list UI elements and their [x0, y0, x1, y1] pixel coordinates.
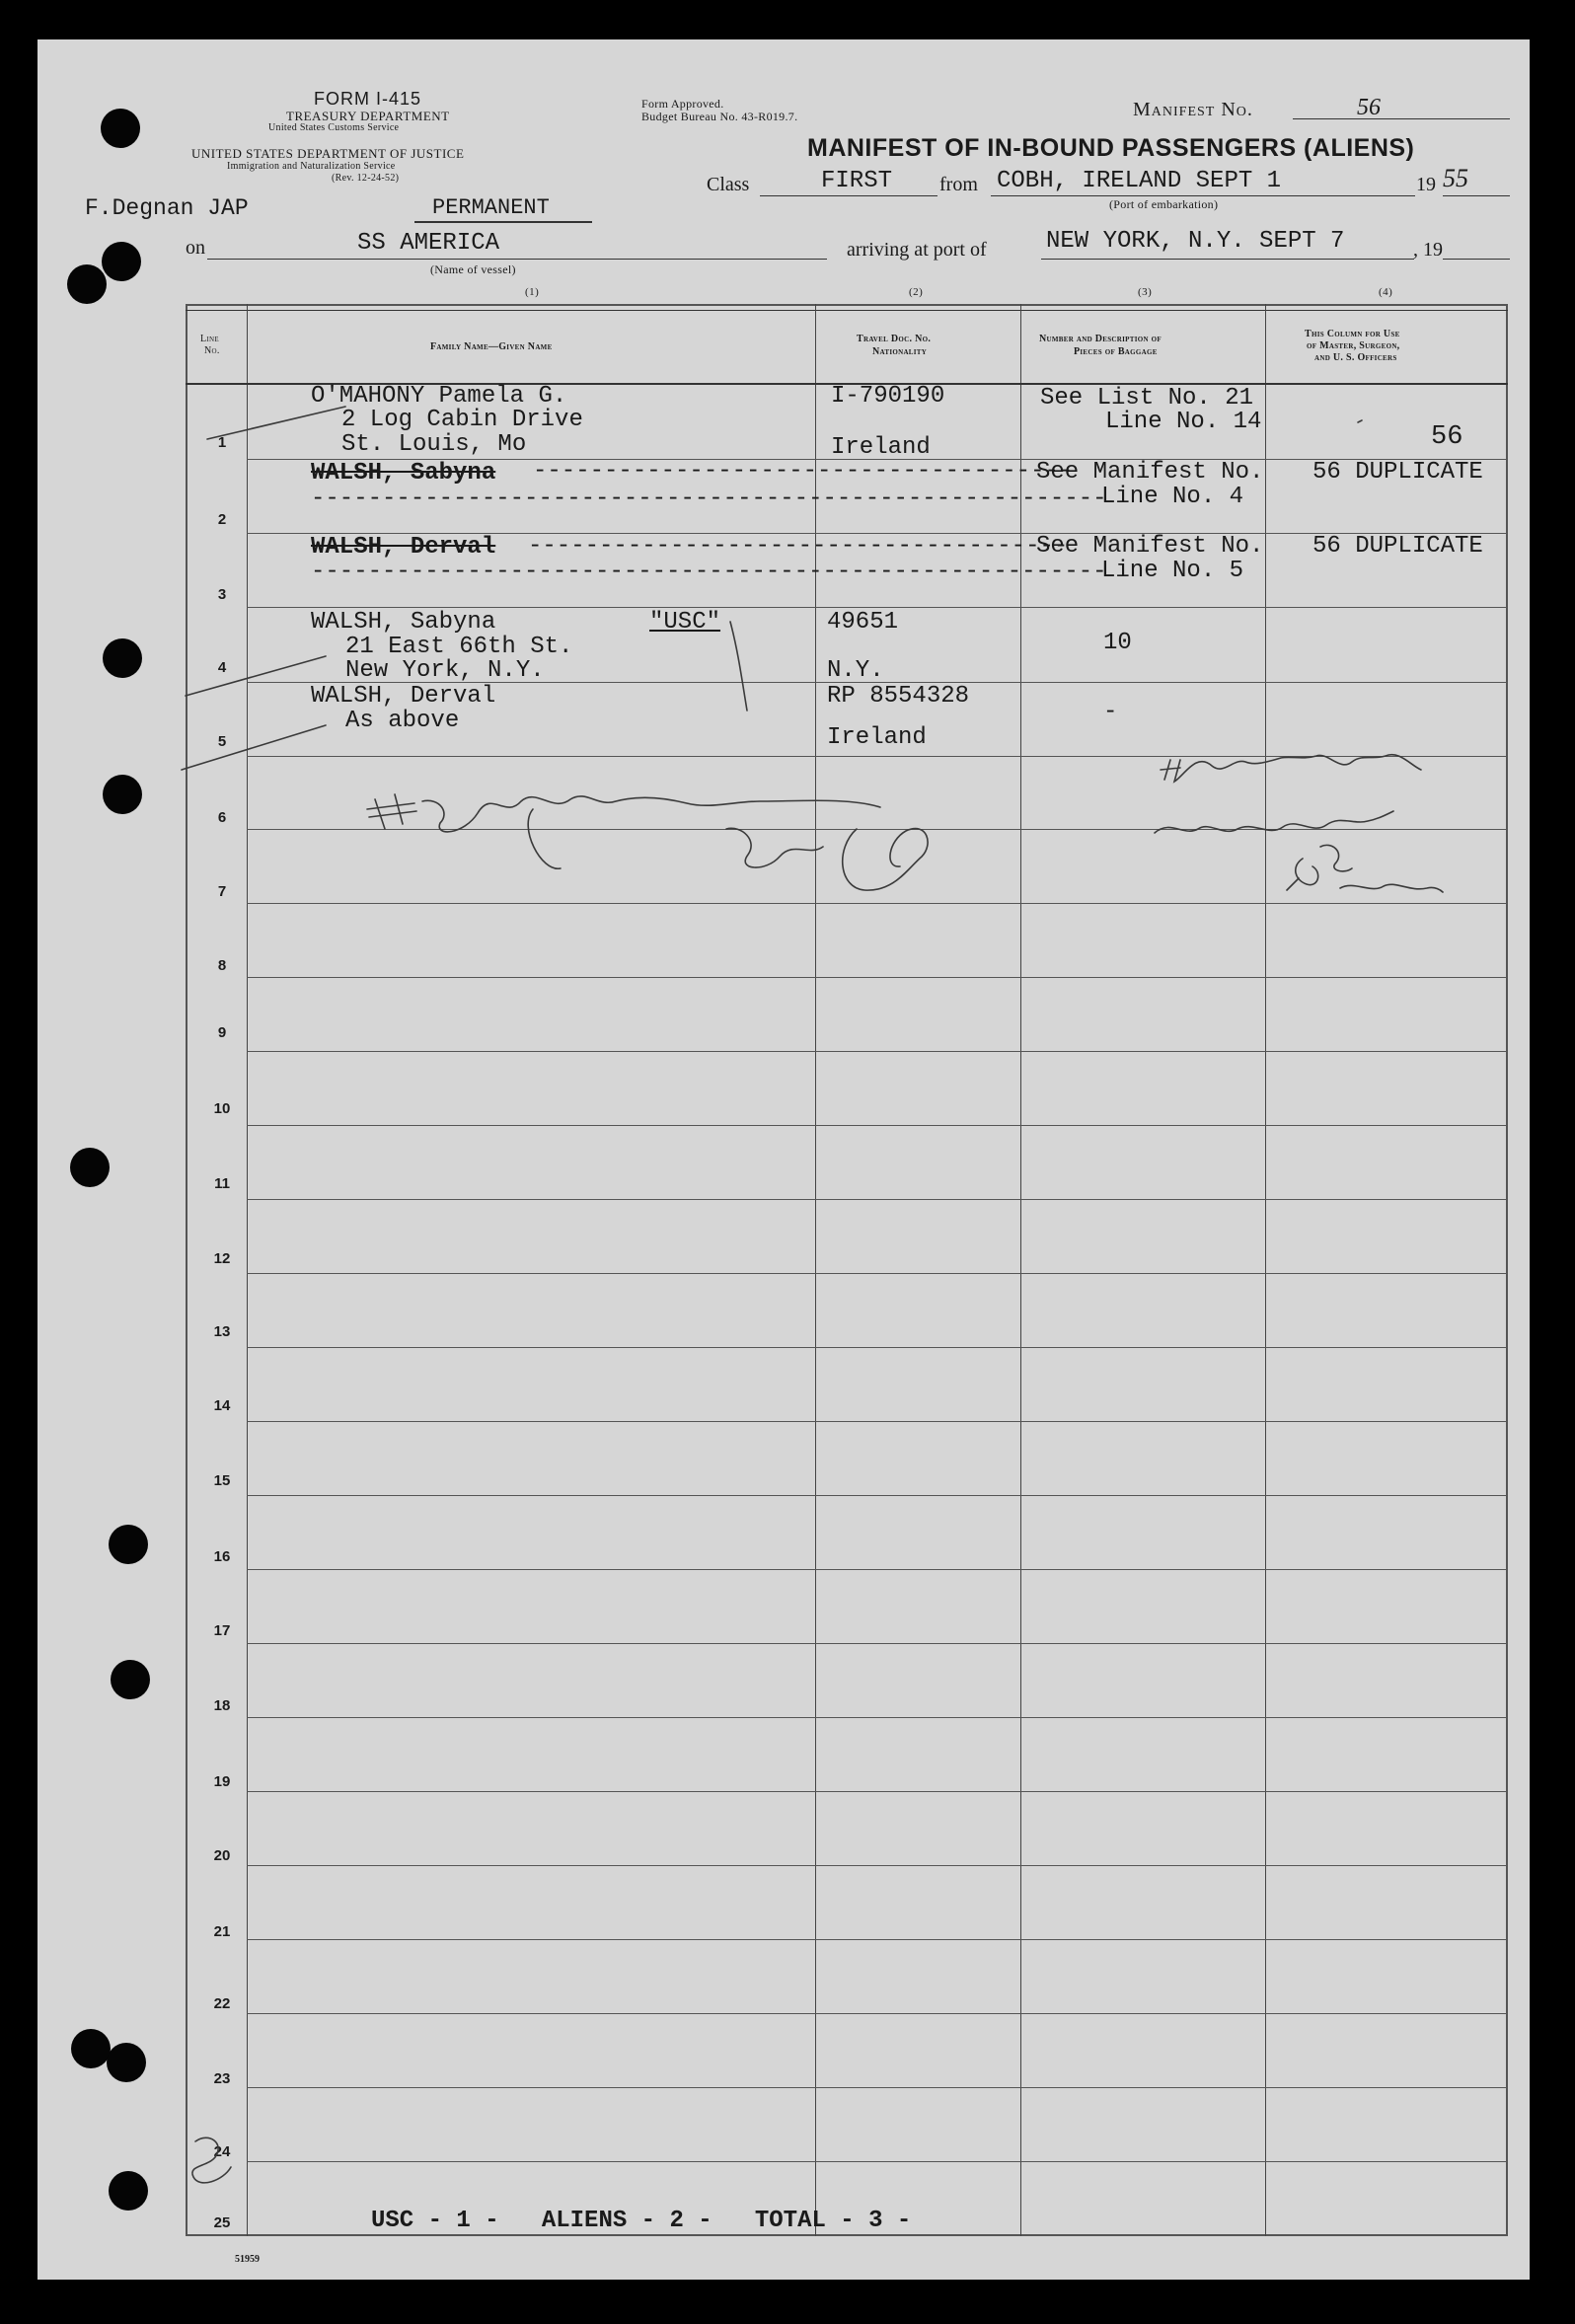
- line-number: 4: [217, 659, 227, 676]
- line-number: 10: [213, 1100, 231, 1117]
- officer-note: 56 DUPLICATE: [1312, 459, 1483, 486]
- arrival-value: NEW YORK, N.Y. SEPT 7: [1046, 228, 1345, 255]
- arriving-label: arriving at port of: [847, 239, 987, 261]
- strike-dashes: --------------------------------------------------------: [311, 559, 1107, 585]
- passenger-address: New York, N.Y.: [345, 657, 545, 684]
- passenger-name: O'MAHONY Pamela G.: [311, 383, 567, 410]
- nationality: N.Y.: [827, 657, 884, 684]
- punch-hole: [103, 638, 142, 678]
- punch-hole: [103, 775, 142, 814]
- form-approved: Form Approved.: [641, 97, 724, 111]
- col-number-4: (4): [1379, 286, 1393, 298]
- revision: (Rev. 12-24-52): [332, 173, 400, 184]
- line-number: 16: [213, 1548, 231, 1565]
- punch-hole: [109, 1525, 148, 1564]
- header-baggage-2: Pieces of Baggage: [1074, 346, 1158, 357]
- strike-dashes: --------------------------------------: [528, 533, 1069, 560]
- baggage-count: 10: [1103, 630, 1132, 656]
- line-number: 22: [213, 1995, 231, 2012]
- line-number: 5: [217, 733, 227, 750]
- passenger-address: As above: [345, 708, 460, 734]
- punch-hole: [107, 2043, 146, 2082]
- class-label: Class: [707, 174, 750, 195]
- from-value: COBH, IRELAND SEPT 1: [997, 168, 1282, 194]
- col-number-3: (3): [1138, 286, 1153, 298]
- line-number: 21: [213, 1923, 231, 1940]
- passenger-name: WALSH, Derval: [311, 534, 496, 561]
- officer-note: 56: [1431, 422, 1463, 452]
- baggage-reference: See List No. 21: [1040, 385, 1254, 412]
- line-number: 15: [213, 1472, 231, 1489]
- line-number: 20: [213, 1847, 231, 1864]
- customs-service: United States Customs Service: [268, 122, 400, 133]
- nationality: Ireland: [831, 434, 931, 461]
- header-travel-doc: Travel Doc. No.: [857, 334, 932, 344]
- line-number: 18: [213, 1697, 231, 1714]
- passenger-name: WALSH, Sabyna: [311, 609, 496, 636]
- year-prefix: 19: [1416, 174, 1436, 195]
- on-label: on: [186, 237, 205, 259]
- line-number: 12: [213, 1250, 231, 1267]
- nationality: Ireland: [827, 724, 927, 751]
- permanent-stamp: PERMANENT: [432, 195, 550, 220]
- baggage-reference: Line No. 4: [1101, 484, 1244, 510]
- officer-name: F.Degnan JAP: [85, 195, 249, 221]
- year-value: 55: [1443, 164, 1468, 192]
- header-nationality: Nationality: [872, 346, 928, 357]
- line-number: 24: [213, 2143, 231, 2160]
- form-number: FORM I-415: [314, 89, 422, 109]
- passenger-name: WALSH, Sabyna: [311, 460, 496, 487]
- line-number: 11: [214, 1175, 230, 1192]
- manifest-number: 56: [1357, 95, 1381, 120]
- header-use-3: and U. S. Officers: [1314, 352, 1397, 363]
- passenger-name: WALSH, Derval: [311, 683, 496, 710]
- form-code: 51959: [235, 2254, 260, 2265]
- from-label: from: [939, 174, 978, 195]
- header-baggage-1: Number and Description of: [1039, 334, 1162, 344]
- manifest-table: [186, 304, 1508, 2236]
- baggage-reference: See Manifest No.: [1036, 459, 1264, 486]
- line-number: 25: [213, 2214, 231, 2231]
- punch-hole: [71, 2029, 111, 2068]
- strike-dashes: --------------------------------------: [533, 458, 1074, 485]
- baggage-reference: Line No. 5: [1101, 558, 1244, 584]
- line-number: 17: [213, 1622, 231, 1639]
- justice-dept: UNITED STATES DEPARTMENT OF JUSTICE: [191, 146, 465, 161]
- passenger-address: 2 Log Cabin Drive: [341, 407, 583, 433]
- strike-dashes: --------------------------------------------------------: [311, 486, 1107, 512]
- manifest-label: Manifest No.: [1133, 99, 1253, 120]
- class-value: FIRST: [821, 168, 893, 194]
- punch-hole: [70, 1148, 110, 1187]
- punch-hole: [111, 1660, 150, 1699]
- line-number: 6: [217, 809, 227, 826]
- baggage-reference: Line No. 14: [1105, 409, 1262, 435]
- header-line: Line: [200, 334, 219, 344]
- vessel-name: SS AMERICA: [357, 230, 500, 257]
- treasury-dept: TREASURY DEPARTMENT: [286, 109, 450, 123]
- header-use-1: This Column for Use: [1305, 329, 1400, 339]
- punch-hole: [102, 242, 141, 281]
- header-no: No.: [204, 345, 220, 356]
- page-title: MANIFEST OF IN-BOUND PASSENGERS (ALIENS): [807, 134, 1415, 162]
- travel-doc-number: RP 8554328: [827, 683, 970, 710]
- line-number: 1: [217, 434, 227, 451]
- punch-hole: [109, 2171, 148, 2211]
- baggage-reference: See Manifest No.: [1036, 533, 1264, 560]
- punch-hole: [101, 109, 140, 148]
- port-caption: (Port of embarkation): [1109, 197, 1219, 211]
- header-family-name: Family Name—Given Name: [430, 341, 553, 352]
- vessel-caption: (Name of vessel): [430, 262, 516, 276]
- line-number: 9: [217, 1024, 227, 1041]
- line-number: 19: [213, 1773, 231, 1790]
- line-number: 7: [217, 883, 227, 900]
- line-number: 13: [213, 1323, 231, 1340]
- travel-doc-number: 49651: [827, 609, 899, 636]
- header-use-2: of Master, Surgeon,: [1307, 340, 1400, 351]
- passenger-address: St. Louis, Mo: [341, 431, 527, 458]
- ins-service: Immigration and Naturalization Service: [227, 161, 396, 172]
- col-number-1: (1): [525, 286, 540, 298]
- passenger-address: 21 East 66th St.: [345, 634, 573, 660]
- travel-doc-number: I-790190: [831, 383, 945, 410]
- line-number: 2: [217, 511, 227, 528]
- col-number-2: (2): [909, 286, 924, 298]
- line-number: 3: [217, 586, 227, 603]
- line-number: 23: [213, 2070, 231, 2087]
- usc-marker: "USC": [649, 609, 721, 636]
- line-number: 8: [217, 957, 227, 974]
- officer-note: 56 DUPLICATE: [1312, 533, 1483, 560]
- arrival-year-suffix: , 19: [1413, 239, 1443, 261]
- totals-line: USC - 1 - ALIENS - 2 - TOTAL - 3 -: [371, 2208, 912, 2234]
- budget-bureau: Budget Bureau No. 43-R019.7.: [641, 110, 798, 123]
- line-number: 14: [213, 1397, 231, 1414]
- baggage-count: -: [1103, 699, 1118, 725]
- punch-hole: [67, 264, 107, 304]
